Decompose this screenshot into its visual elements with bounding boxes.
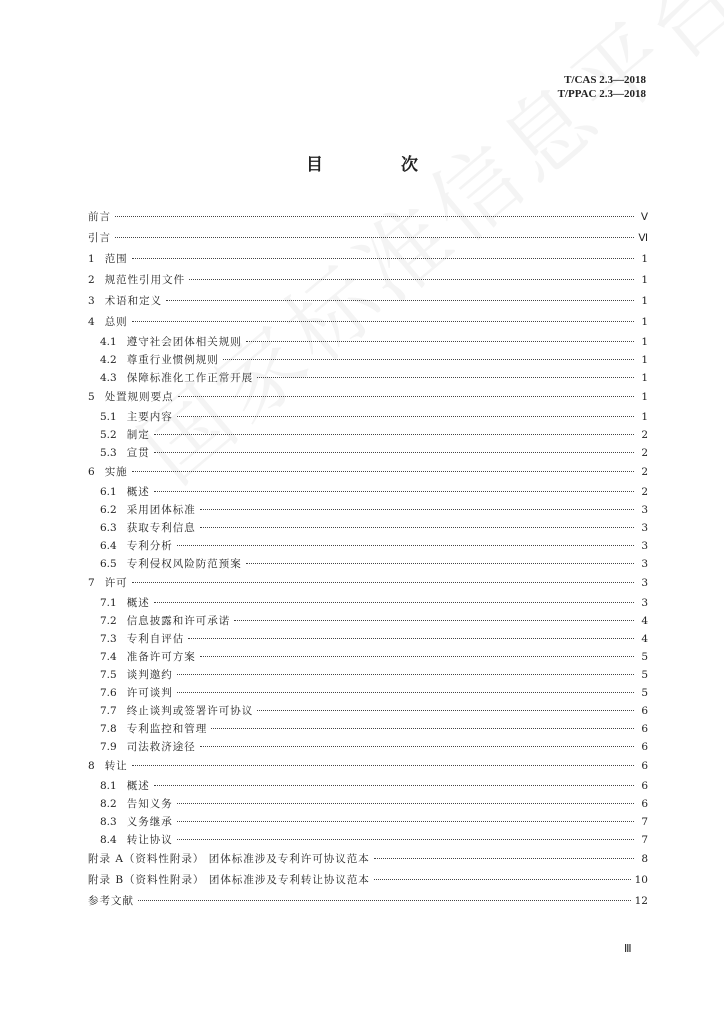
toc-entry-page: 1 xyxy=(641,274,648,286)
toc-entry[interactable] xyxy=(88,501,648,519)
toc-entry[interactable] xyxy=(88,483,648,501)
toc-entry-page: 3 xyxy=(641,558,648,570)
toc-entry[interactable] xyxy=(88,720,648,738)
toc-entry-number: 4.1 xyxy=(100,336,117,348)
toc-entry[interactable] xyxy=(88,351,648,369)
toc-entry-number: 8.4 xyxy=(100,834,117,846)
toc-entry-page: 3 xyxy=(641,522,648,534)
toc-dot-leader xyxy=(177,674,634,675)
toc-dot-leader xyxy=(257,710,634,711)
toc-entry-label: 制定 xyxy=(126,429,150,441)
toc-entry-page: 6 xyxy=(641,780,648,792)
toc-dot-leader xyxy=(138,900,631,901)
toc-dot-leader xyxy=(257,377,634,378)
standard-code-ppac: T/PPAC 2.3—2018 xyxy=(557,88,646,100)
toc-entry[interactable] xyxy=(88,537,648,555)
toc-entry[interactable] xyxy=(88,207,648,228)
toc-entry-number: 6.1 xyxy=(100,486,117,498)
toc-dot-leader xyxy=(132,321,634,322)
toc-entry[interactable] xyxy=(88,666,648,684)
toc-entry[interactable] xyxy=(88,891,648,912)
toc-entry-label: 规范性引用文件 xyxy=(104,274,186,286)
toc-entry-number: 7.8 xyxy=(100,723,117,735)
toc-dot-leader xyxy=(200,656,634,657)
toc-dot-leader xyxy=(154,491,634,492)
toc-entry-page: 2 xyxy=(641,486,648,498)
toc-dot-leader xyxy=(200,509,634,510)
toc-entry-number: 6 xyxy=(88,466,95,478)
toc-entry[interactable] xyxy=(88,648,648,666)
toc-entry-page: 8 xyxy=(641,853,648,865)
toc-entry-page: 5 xyxy=(641,669,648,681)
toc-entry-label: 许可 xyxy=(104,577,128,589)
toc-entry-label: 告知义务 xyxy=(126,798,173,810)
toc-entry[interactable] xyxy=(88,228,648,249)
toc-entry-number: 2 xyxy=(88,274,95,286)
toc-entry-label: 范围 xyxy=(104,253,128,265)
toc-entry-page: 1 xyxy=(641,411,648,423)
toc-entry-page: 3 xyxy=(641,540,648,552)
toc-entry[interactable] xyxy=(88,270,648,291)
toc-entry[interactable] xyxy=(88,612,648,630)
toc-dot-leader xyxy=(132,582,634,583)
toc-entry-label: 专利分析 xyxy=(126,540,173,552)
toc-dot-leader xyxy=(234,620,634,621)
toc-entry-label: 获取专利信息 xyxy=(126,522,196,534)
toc-dot-leader xyxy=(211,728,634,729)
toc-entry[interactable] xyxy=(88,408,648,426)
toc-entry-number: 5.3 xyxy=(100,447,117,459)
toc-entry-number: 6.4 xyxy=(100,540,117,552)
toc-entry-page: 10 xyxy=(634,874,648,886)
toc-entry[interactable] xyxy=(88,756,648,777)
toc-entry[interactable] xyxy=(88,777,648,795)
toc-dot-leader xyxy=(177,803,634,804)
toc-entry-number: 7.7 xyxy=(100,705,117,717)
toc-entry-number: 7.2 xyxy=(100,615,117,627)
toc-entry-page: 4 xyxy=(641,615,648,627)
toc-entry[interactable] xyxy=(88,594,648,612)
toc-dot-leader xyxy=(132,471,634,472)
toc-entry-number: 6.3 xyxy=(100,522,117,534)
toc-entry-label: 术语和定义 xyxy=(104,295,163,307)
toc-dot-leader xyxy=(177,839,634,840)
toc-entry-label: 概述 xyxy=(126,486,150,498)
toc-dot-leader xyxy=(246,341,634,342)
toc-entry-number: 3 xyxy=(88,295,95,307)
toc-dot-leader xyxy=(154,434,634,435)
toc-entry-label: 总则 xyxy=(104,316,128,328)
toc-entry-page: 6 xyxy=(641,723,648,735)
table-of-contents xyxy=(88,207,648,912)
toc-entry-number: 7.6 xyxy=(100,687,117,699)
toc-entry-number: 4.3 xyxy=(100,372,117,384)
toc-entry-label: 谈判邀约 xyxy=(126,669,173,681)
toc-entry-page: 2 xyxy=(641,466,648,478)
toc-dot-leader xyxy=(177,692,634,693)
toc-entry-number: 8.1 xyxy=(100,780,117,792)
toc-entry-page: 1 xyxy=(641,336,648,348)
toc-entry-number: 5.2 xyxy=(100,429,117,441)
toc-entry-page: 6 xyxy=(641,798,648,810)
toc-entry-page: 2 xyxy=(641,447,648,459)
toc-entry-number: 5 xyxy=(88,391,95,403)
toc-dot-leader xyxy=(374,858,634,859)
standard-code-cas: T/CAS 2.3—2018 xyxy=(564,74,646,86)
toc-dot-leader xyxy=(246,563,634,564)
toc-entry-number: 7.3 xyxy=(100,633,117,645)
toc-entry-label: 引言 xyxy=(88,232,111,244)
toc-dot-leader xyxy=(189,279,634,280)
toc-entry-label: 转让协议 xyxy=(126,834,173,846)
toc-entry[interactable] xyxy=(88,291,648,312)
toc-entry-label: 宣贯 xyxy=(126,447,150,459)
toc-entry-number: 6.2 xyxy=(100,504,117,516)
toc-entry[interactable] xyxy=(88,387,648,408)
toc-entry-page: 3 xyxy=(641,597,648,609)
toc-entry-label: 转让 xyxy=(104,760,128,772)
toc-entry-page: 7 xyxy=(641,816,648,828)
standard-codes xyxy=(558,73,646,101)
toc-entry-number: 4.2 xyxy=(100,354,117,366)
toc-dot-leader xyxy=(115,237,634,238)
toc-entry-label: 前言 xyxy=(88,211,111,223)
toc-entry[interactable] xyxy=(88,249,648,270)
toc-entry-number: 7.1 xyxy=(100,597,117,609)
toc-entry-page: Ⅵ xyxy=(638,233,648,244)
toc-entry-page: 6 xyxy=(641,760,648,772)
toc-entry-page: 5 xyxy=(641,651,648,663)
toc-entry-number: 4 xyxy=(88,316,95,328)
toc-entry-label: 信息披露和许可承诺 xyxy=(126,615,231,627)
toc-entry-page: 6 xyxy=(641,705,648,717)
toc-entry-number: 7.5 xyxy=(100,669,117,681)
toc-entry-number: 7.9 xyxy=(100,741,117,753)
toc-entry-label: 附录 B（资料性附录） 团体标准涉及专利转让协议范本 xyxy=(88,874,370,886)
toc-dot-leader xyxy=(154,602,634,603)
toc-entry-label: 附录 A（资料性附录） 团体标准涉及专利许可协议范本 xyxy=(88,853,370,865)
toc-entry[interactable] xyxy=(88,813,648,831)
toc-entry-label: 义务继承 xyxy=(126,816,173,828)
toc-entry-label: 参考文献 xyxy=(88,895,134,907)
toc-entry[interactable] xyxy=(88,831,648,849)
toc-entry[interactable] xyxy=(88,630,648,648)
toc-entry[interactable] xyxy=(88,555,648,573)
toc-entry-number: 6.5 xyxy=(100,558,117,570)
toc-dot-leader xyxy=(200,527,634,528)
toc-entry[interactable] xyxy=(88,795,648,813)
toc-entry[interactable] xyxy=(88,426,648,444)
toc-entry[interactable] xyxy=(88,573,648,594)
toc-dot-leader xyxy=(154,452,634,453)
toc-entry-page: 1 xyxy=(641,253,648,265)
toc-entry[interactable] xyxy=(88,870,648,891)
toc-entry-page: 1 xyxy=(641,316,648,328)
toc-entry-label: 尊重行业惯例规则 xyxy=(126,354,219,366)
toc-entry-label: 处置规则要点 xyxy=(104,391,174,403)
toc-entry[interactable] xyxy=(88,849,648,870)
toc-dot-leader xyxy=(177,416,634,417)
toc-entry[interactable] xyxy=(88,333,648,351)
toc-entry-page: 12 xyxy=(634,895,648,907)
toc-dot-leader xyxy=(374,879,631,880)
toc-entry-label: 许可谈判 xyxy=(126,687,173,699)
toc-entry[interactable] xyxy=(88,738,648,756)
toc-entry-number: 7 xyxy=(88,577,95,589)
toc-entry-page: 7 xyxy=(641,834,648,846)
toc-entry[interactable] xyxy=(88,312,648,333)
toc-dot-leader xyxy=(154,785,634,786)
toc-entry-page: 1 xyxy=(641,295,648,307)
toc-entry-page: 3 xyxy=(641,504,648,516)
toc-entry-label: 遵守社会团体相关规则 xyxy=(126,336,242,348)
toc-dot-leader xyxy=(178,396,634,397)
toc-entry-page: 3 xyxy=(641,577,648,589)
toc-entry-label: 概述 xyxy=(126,597,150,609)
toc-entry-number: 1 xyxy=(88,253,95,265)
toc-entry-number: 8.2 xyxy=(100,798,117,810)
toc-entry-label: 专利侵权风险防范预案 xyxy=(126,558,242,570)
toc-dot-leader xyxy=(132,258,634,259)
toc-entry-label: 终止谈判或签署许可协议 xyxy=(126,705,254,717)
page-title: 目 次 xyxy=(306,155,454,175)
toc-entry[interactable] xyxy=(88,684,648,702)
toc-dot-leader xyxy=(132,765,634,766)
toc-entry[interactable] xyxy=(88,519,648,537)
toc-entry-label: 主要内容 xyxy=(126,411,173,423)
toc-entry-page: 2 xyxy=(641,429,648,441)
toc-entry-page: 1 xyxy=(641,354,648,366)
toc-dot-leader xyxy=(223,359,634,360)
toc-entry[interactable] xyxy=(88,462,648,483)
toc-entry-label: 司法救济途径 xyxy=(126,741,196,753)
toc-entry-page: 1 xyxy=(641,391,648,403)
toc-entry-label: 专利监控和管理 xyxy=(126,723,208,735)
toc-dot-leader xyxy=(188,638,634,639)
toc-entry-page: 5 xyxy=(641,687,648,699)
toc-dot-leader xyxy=(177,821,634,822)
toc-entry-number: 8.3 xyxy=(100,816,117,828)
toc-dot-leader xyxy=(166,300,634,301)
toc-entry[interactable] xyxy=(88,702,648,720)
toc-entry-number: 8 xyxy=(88,760,95,772)
toc-entry-number: 5.1 xyxy=(100,411,117,423)
toc-entry[interactable] xyxy=(88,444,648,462)
toc-entry-label: 准备许可方案 xyxy=(126,651,196,663)
toc-dot-leader xyxy=(177,545,634,546)
toc-entry-label: 专利自评估 xyxy=(126,633,185,645)
toc-entry-label: 实施 xyxy=(104,466,128,478)
toc-entry-page: 4 xyxy=(641,633,648,645)
toc-entry-label: 采用团体标准 xyxy=(126,504,196,516)
toc-entry-page: Ⅴ xyxy=(640,212,648,223)
toc-entry-label: 保障标准化工作正常开展 xyxy=(126,372,254,384)
toc-entry[interactable] xyxy=(88,369,648,387)
toc-dot-leader xyxy=(115,216,634,217)
toc-entry-page: 1 xyxy=(641,372,648,384)
toc-entry-number: 7.4 xyxy=(100,651,117,663)
page-number: Ⅲ xyxy=(624,943,632,955)
toc-dot-leader xyxy=(200,746,634,747)
toc-entry-label: 概述 xyxy=(126,780,150,792)
toc-entry-page: 6 xyxy=(641,741,648,753)
